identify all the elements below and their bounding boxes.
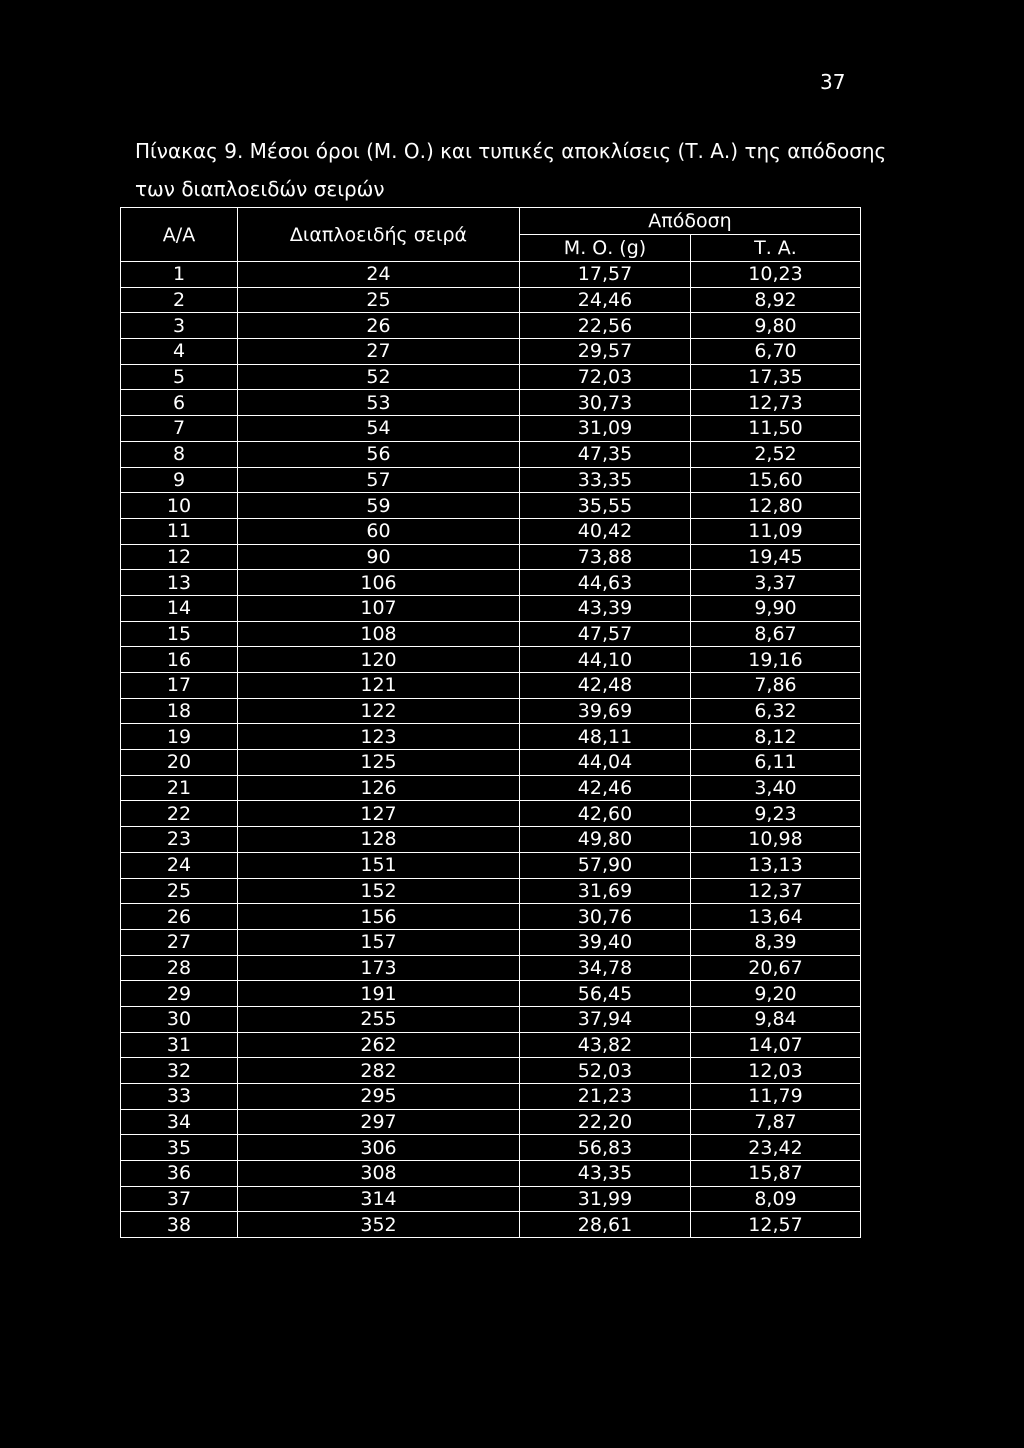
table-row [121,1109,861,1135]
cell-index: 13 [121,570,238,596]
cell-mean: 34,78 [520,955,691,981]
cell-sd: 11,79 [691,1084,861,1110]
cell-line: 295 [238,1084,520,1110]
cell-index: 19 [121,724,238,750]
cell-mean: 43,82 [520,1032,691,1058]
cell-line: 121 [238,673,520,699]
cell-sd: 6,32 [691,698,861,724]
cell-index: 11 [121,518,238,544]
cell-index: 27 [121,929,238,955]
cell-index: 22 [121,801,238,827]
table-row [121,1186,861,1212]
table-row [121,1212,861,1238]
cell-mean: 37,94 [520,1006,691,1032]
header-index: Α/Α [121,208,238,262]
table-row [121,878,861,904]
cell-index: 6 [121,390,238,416]
cell-mean: 29,57 [520,339,691,365]
cell-line: 122 [238,698,520,724]
cell-line: 27 [238,339,520,365]
cell-index: 14 [121,595,238,621]
header-mean: Μ. Ο. (g) [520,235,691,262]
cell-mean: 40,42 [520,518,691,544]
table-row [121,595,861,621]
cell-sd: 7,87 [691,1109,861,1135]
table-row [121,647,861,673]
cell-line: 59 [238,493,520,519]
cell-index: 9 [121,467,238,493]
cell-line: 306 [238,1135,520,1161]
cell-index: 1 [121,262,238,288]
cell-line: 352 [238,1212,520,1238]
cell-line: 52 [238,364,520,390]
cell-mean: 31,99 [520,1186,691,1212]
cell-index: 28 [121,955,238,981]
table-row [121,750,861,776]
table-row [121,1084,861,1110]
cell-mean: 56,45 [520,981,691,1007]
cell-sd: 6,11 [691,750,861,776]
cell-mean: 28,61 [520,1212,691,1238]
cell-sd: 23,42 [691,1135,861,1161]
cell-index: 12 [121,544,238,570]
header-sd: Τ. Α. [691,235,861,262]
cell-mean: 33,35 [520,467,691,493]
table-row [121,698,861,724]
cell-sd: 8,09 [691,1186,861,1212]
cell-sd: 19,16 [691,647,861,673]
cell-sd: 8,39 [691,929,861,955]
cell-mean: 31,69 [520,878,691,904]
cell-sd: 12,73 [691,390,861,416]
cell-line: 25 [238,287,520,313]
cell-line: 54 [238,416,520,442]
cell-sd: 3,40 [691,775,861,801]
cell-line: 24 [238,262,520,288]
table-row [121,416,861,442]
table-row [121,1032,861,1058]
table-row [121,904,861,930]
cell-index: 24 [121,852,238,878]
cell-line: 152 [238,878,520,904]
cell-index: 36 [121,1161,238,1187]
cell-index: 35 [121,1135,238,1161]
cell-line: 297 [238,1109,520,1135]
cell-mean: 17,57 [520,262,691,288]
cell-mean: 44,10 [520,647,691,673]
cell-sd: 3,37 [691,570,861,596]
cell-line: 106 [238,570,520,596]
cell-mean: 49,80 [520,827,691,853]
cell-index: 5 [121,364,238,390]
cell-index: 37 [121,1186,238,1212]
cell-sd: 11,50 [691,416,861,442]
cell-line: 90 [238,544,520,570]
cell-mean: 24,46 [520,287,691,313]
cell-sd: 6,70 [691,339,861,365]
cell-sd: 10,23 [691,262,861,288]
table-row [121,262,861,288]
cell-index: 29 [121,981,238,1007]
table-row [121,467,861,493]
cell-mean: 42,46 [520,775,691,801]
table-row [121,544,861,570]
cell-sd: 10,98 [691,827,861,853]
table-row [121,570,861,596]
cell-mean: 42,48 [520,673,691,699]
cell-mean: 57,90 [520,852,691,878]
cell-line: 314 [238,1186,520,1212]
cell-sd: 17,35 [691,364,861,390]
table-caption [135,132,887,208]
table-row [121,287,861,313]
cell-sd: 12,37 [691,878,861,904]
cell-sd: 9,90 [691,595,861,621]
cell-index: 7 [121,416,238,442]
table-row [121,441,861,467]
cell-mean: 44,04 [520,750,691,776]
cell-index: 8 [121,441,238,467]
cell-mean: 52,03 [520,1058,691,1084]
cell-mean: 48,11 [520,724,691,750]
table-row [121,775,861,801]
cell-line: 126 [238,775,520,801]
cell-sd: 8,67 [691,621,861,647]
cell-line: 60 [238,518,520,544]
cell-sd: 15,87 [691,1161,861,1187]
cell-sd: 13,13 [691,852,861,878]
cell-mean: 35,55 [520,493,691,519]
cell-mean: 43,35 [520,1161,691,1187]
cell-sd: 9,20 [691,981,861,1007]
cell-index: 38 [121,1212,238,1238]
cell-index: 10 [121,493,238,519]
cell-mean: 39,69 [520,698,691,724]
cell-mean: 31,09 [520,416,691,442]
cell-index: 16 [121,647,238,673]
table-row [121,1135,861,1161]
cell-mean: 72,03 [520,364,691,390]
header-line: Διαπλοειδής σειρά [238,208,520,262]
cell-mean: 47,57 [520,621,691,647]
cell-mean: 42,60 [520,801,691,827]
cell-line: 157 [238,929,520,955]
cell-mean: 22,20 [520,1109,691,1135]
cell-index: 23 [121,827,238,853]
cell-sd: 7,86 [691,673,861,699]
table-row [121,390,861,416]
cell-index: 32 [121,1058,238,1084]
table-row [121,981,861,1007]
cell-line: 128 [238,827,520,853]
cell-line: 57 [238,467,520,493]
table-row [121,364,861,390]
cell-mean: 39,40 [520,929,691,955]
table-row [121,339,861,365]
cell-index: 20 [121,750,238,776]
cell-line: 120 [238,647,520,673]
cell-mean: 22,56 [520,313,691,339]
cell-line: 53 [238,390,520,416]
table-row [121,518,861,544]
cell-line: 262 [238,1032,520,1058]
cell-sd: 14,07 [691,1032,861,1058]
cell-mean: 30,76 [520,904,691,930]
cell-index: 33 [121,1084,238,1110]
cell-line: 173 [238,955,520,981]
cell-line: 127 [238,801,520,827]
cell-index: 30 [121,1006,238,1032]
cell-sd: 9,80 [691,313,861,339]
cell-mean: 43,39 [520,595,691,621]
cell-sd: 13,64 [691,904,861,930]
table-header [121,208,861,262]
yield-table [120,207,861,1238]
cell-line: 123 [238,724,520,750]
cell-index: 3 [121,313,238,339]
cell-mean: 73,88 [520,544,691,570]
cell-index: 17 [121,673,238,699]
cell-sd: 11,09 [691,518,861,544]
cell-sd: 12,57 [691,1212,861,1238]
cell-line: 156 [238,904,520,930]
cell-line: 108 [238,621,520,647]
cell-sd: 12,03 [691,1058,861,1084]
cell-index: 2 [121,287,238,313]
table-row [121,827,861,853]
cell-line: 191 [238,981,520,1007]
cell-line: 26 [238,313,520,339]
cell-mean: 44,63 [520,570,691,596]
cell-index: 18 [121,698,238,724]
cell-index: 4 [121,339,238,365]
table-row [121,673,861,699]
cell-mean: 56,83 [520,1135,691,1161]
table-row [121,493,861,519]
table-row [121,929,861,955]
cell-mean: 21,23 [520,1084,691,1110]
cell-line: 56 [238,441,520,467]
cell-index: 26 [121,904,238,930]
cell-index: 31 [121,1032,238,1058]
cell-sd: 2,52 [691,441,861,467]
cell-mean: 47,35 [520,441,691,467]
cell-line: 255 [238,1006,520,1032]
cell-sd: 9,84 [691,1006,861,1032]
caption-line-2: των διαπλοειδών σειρών [135,177,385,201]
cell-mean: 30,73 [520,390,691,416]
cell-sd: 19,45 [691,544,861,570]
caption-line-1: Πίνακας 9. Μέσοι όροι (Μ. Ο.) και τυπικές αποκλίσεις (Τ. Α.) της απόδοσης [135,139,887,163]
cell-line: 282 [238,1058,520,1084]
table-row [121,955,861,981]
cell-sd: 9,23 [691,801,861,827]
cell-sd: 8,92 [691,287,861,313]
cell-sd: 20,67 [691,955,861,981]
page-number: 37 [820,70,846,94]
table-row [121,724,861,750]
header-yield: Απόδοση [520,208,861,235]
cell-line: 107 [238,595,520,621]
table-row [121,1161,861,1187]
table-row [121,1006,861,1032]
cell-line: 308 [238,1161,520,1187]
table-row [121,621,861,647]
cell-line: 151 [238,852,520,878]
table-body [121,262,861,1238]
table-row [121,852,861,878]
table-row [121,801,861,827]
cell-sd: 12,80 [691,493,861,519]
cell-sd: 15,60 [691,467,861,493]
cell-index: 15 [121,621,238,647]
table-row [121,313,861,339]
cell-sd: 8,12 [691,724,861,750]
cell-line: 125 [238,750,520,776]
cell-index: 25 [121,878,238,904]
cell-index: 34 [121,1109,238,1135]
table-row [121,1058,861,1084]
cell-index: 21 [121,775,238,801]
